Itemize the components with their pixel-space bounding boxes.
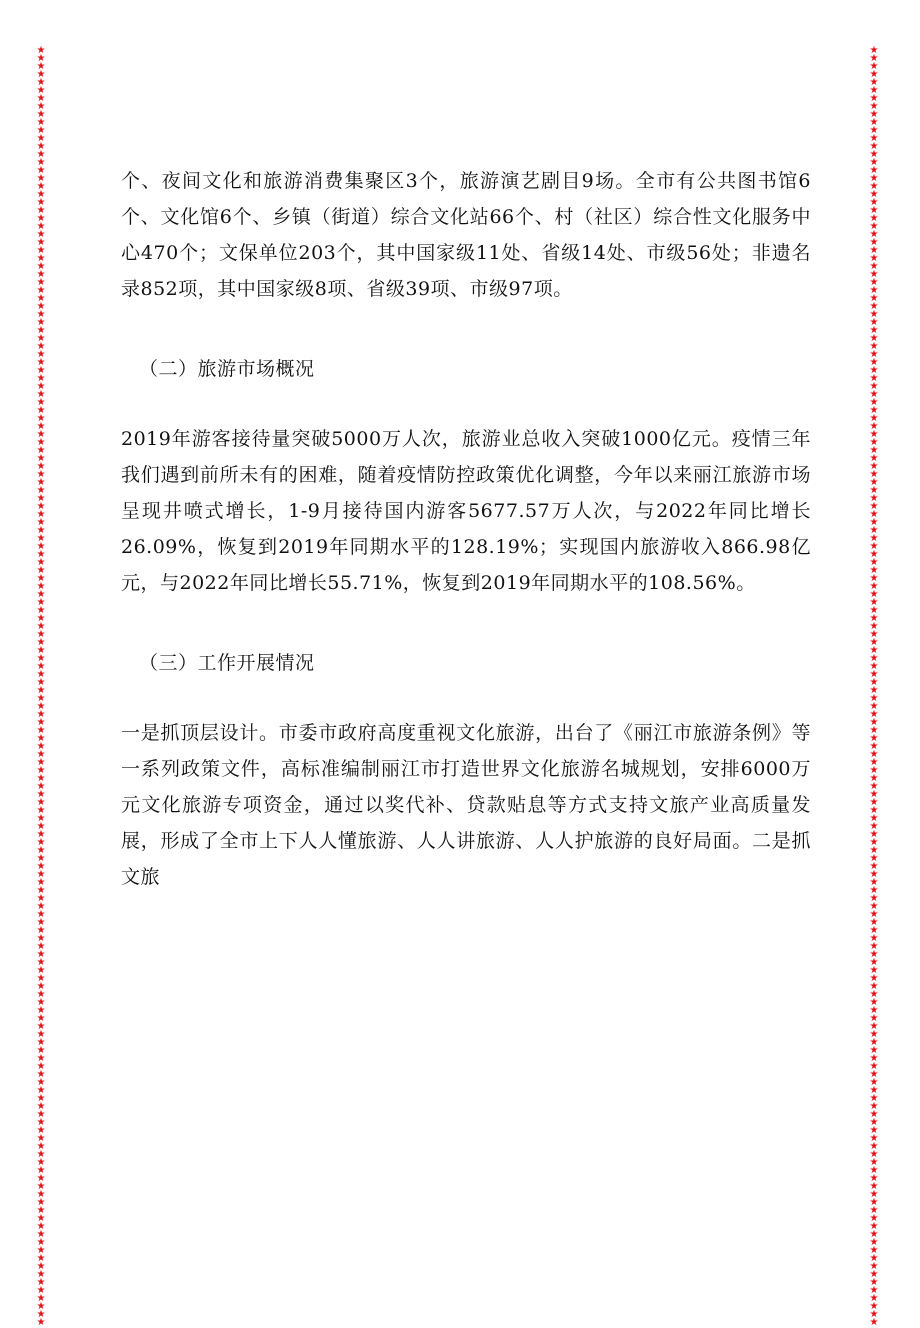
left-star-border: ★ ★ ★ ★ ★ ★ ★ ★ ★ ★ ★ ★ ★ ★ ★ ★ ★ ★ ★ ★ ★ ★ ★ ★ ★ ★ ★ ★ ★ ★ ★ ★ ★ ★ ★ ★ ★ ★ ★ ★ ★ ★ ★ ★ ★ ★ ★ ★ ★ ★ ★ ★ ★ ★ ★ ★ ★ ★ ★ ★ ★ ★ ★ ★ ★ ★ ★ ★ ★ ★ ★ ★ ★ ★ ★ ★ ★ ★ ★ ★ ★ ★ ★ ★ ★ ★ ★ ★ ★ ★ ★ ★ ★ ★ ★ ★ ★ ★ ★ ★ ★ ★ ★ ★ ★ ★ ★ ★ ★ ★ ★ ★ ★ ★ ★ ★ ★ ★ ★ ★ ★ ★ ★ ★ ★ ★ ★ ★ ★ ★ ★ ★ ★ ★ ★ ★ ★ ★ ★ ★ ★ ★ ★ ★ ★ ★ ★ ★ ★ ★ ★ ★ ★ ★ ★ ★ ★ ★ ★ ★ xyxy=(36,45,46,1328)
section-heading-tourism-market: （二）旅游市场概况 xyxy=(139,358,315,380)
paragraph-facilities: 个、夜间文化和旅游消费集聚区3个，旅游演艺剧目9场。全市有公共图书馆6个、文化馆6个、乡镇（街道）综合文化站66个、村（社区）综合性文化服务中心470个；文保单位203个，其中国家级11处、省级14处、市级56处；非遗名录852项，其中国家级8项、省级39项、市级97项。 xyxy=(121,170,811,300)
section-heading-work-progress: （三）工作开展情况 xyxy=(139,652,315,674)
paragraph-tourism-market: 2019年游客接待量突破5000万人次，旅游业总收入突破1000亿元。疫情三年我们遇到前所未有的困难，随着疫情防控政策优化调整，今年以来丽江旅游市场呈现井喷式增长，1-9月接待国内游客5677.57万人次，与2022年同比增长26.09%，恢复到2019年同期水平的128.19%；实现国内旅游收入866.98亿元，与2022年同比增长55.71%，恢复到2019年同期水平的108.56%。 xyxy=(121,428,811,594)
paragraph-work-progress: 一是抓顶层设计。市委市政府高度重视文化旅游，出台了《丽江市旅游条例》等一系列政策文件，高标准编制丽江市打造世界文化旅游名城规划，安排6000万元文化旅游专项资金，通过以奖代补、贷款贴息等方式支持文旅产业高质量发展，形成了全市上下人人懂旅游、人人讲旅游、人人护旅游的良好局面。二是抓文旅 xyxy=(121,722,811,888)
document-body xyxy=(121,163,811,895)
right-star-border: ★ ★ ★ ★ ★ ★ ★ ★ ★ ★ ★ ★ ★ ★ ★ ★ ★ ★ ★ ★ ★ ★ ★ ★ ★ ★ ★ ★ ★ ★ ★ ★ ★ ★ ★ ★ ★ ★ ★ ★ ★ ★ ★ ★ ★ ★ ★ ★ ★ ★ ★ ★ ★ ★ ★ ★ ★ ★ ★ ★ ★ ★ ★ ★ ★ ★ ★ ★ ★ ★ ★ ★ ★ ★ ★ ★ ★ ★ ★ ★ ★ ★ ★ ★ ★ ★ ★ ★ ★ ★ ★ ★ ★ ★ ★ ★ ★ ★ ★ ★ ★ ★ ★ ★ ★ ★ ★ ★ ★ ★ ★ ★ ★ ★ ★ ★ ★ ★ ★ ★ ★ ★ ★ ★ ★ ★ ★ ★ ★ ★ ★ ★ ★ ★ ★ ★ ★ ★ ★ ★ ★ ★ ★ ★ ★ ★ ★ ★ ★ ★ ★ ★ ★ ★ ★ ★ ★ ★ ★ ★ xyxy=(869,45,879,1328)
